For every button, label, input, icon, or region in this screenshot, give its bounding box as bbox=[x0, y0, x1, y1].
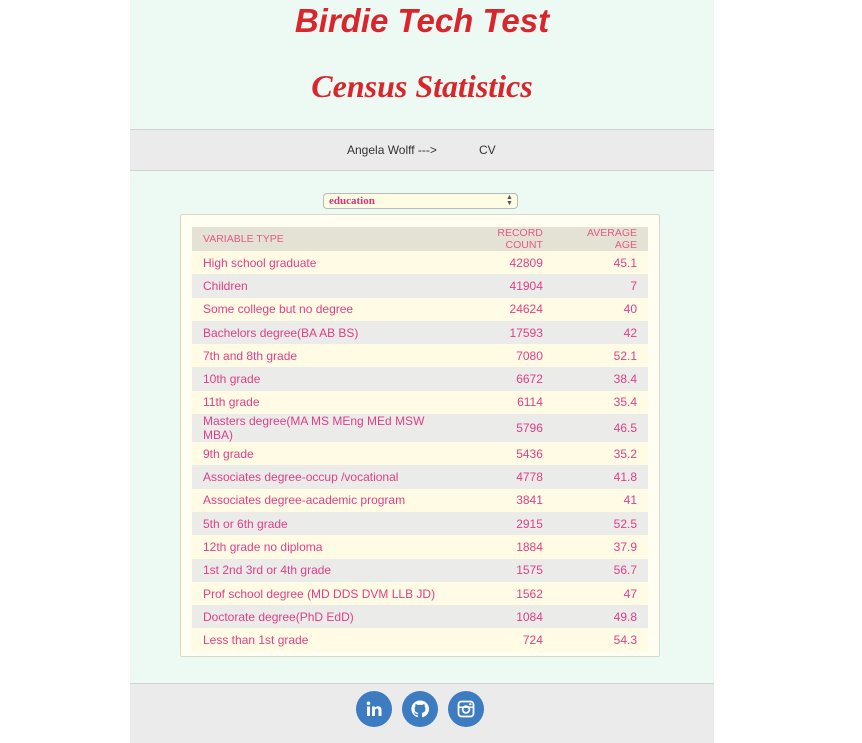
cell-variable-type: Doctorate degree(PhD EdD) bbox=[192, 605, 450, 628]
table-row bbox=[192, 535, 648, 558]
cell-variable-type: 1st 2nd 3rd or 4th grade bbox=[192, 559, 450, 582]
cell-variable-type: 7th and 8th grade bbox=[192, 344, 450, 367]
table-row bbox=[192, 274, 648, 297]
cell-average-age: 54.3 bbox=[554, 628, 648, 651]
table-row bbox=[192, 391, 648, 414]
cell-record-count: 6114 bbox=[450, 391, 554, 414]
cell-average-age: 42 bbox=[554, 321, 648, 344]
cell-record-count: 5796 bbox=[450, 414, 554, 442]
cell-average-age: 46.5 bbox=[554, 414, 648, 442]
select-arrows-icon: ▲ ▼ bbox=[506, 194, 513, 207]
cell-average-age: 35.2 bbox=[554, 442, 648, 465]
cell-variable-type: Associates degree-academic program bbox=[192, 489, 450, 512]
cell-record-count: 5436 bbox=[450, 442, 554, 465]
cell-average-age: 41 bbox=[554, 489, 648, 512]
table-row bbox=[192, 298, 648, 321]
cell-average-age: 52.1 bbox=[554, 344, 648, 367]
cell-variable-type: Masters degree(MA MS MEng MEd MSW MBA) bbox=[192, 414, 450, 442]
cell-variable-type: 12th grade no diploma bbox=[192, 535, 450, 558]
cell-average-age: 45.1 bbox=[554, 251, 648, 274]
variable-select[interactable] bbox=[323, 193, 518, 209]
cell-variable-type: 11th grade bbox=[192, 391, 450, 414]
cell-average-age: 35.4 bbox=[554, 391, 648, 414]
cell-average-age: 47 bbox=[554, 582, 648, 605]
table-row bbox=[192, 414, 648, 442]
cell-average-age: 38.4 bbox=[554, 367, 648, 390]
table-row bbox=[192, 489, 648, 512]
table-row bbox=[192, 344, 648, 367]
cell-record-count: 6672 bbox=[450, 367, 554, 390]
cell-record-count: 24624 bbox=[450, 298, 554, 321]
cell-variable-type: 10th grade bbox=[192, 367, 450, 390]
cell-average-age: 56.7 bbox=[554, 559, 648, 582]
cell-variable-type: Prof school degree (MD DDS DVM LLB JD) bbox=[192, 582, 450, 605]
cell-record-count: 7080 bbox=[450, 344, 554, 367]
cell-record-count: 1575 bbox=[450, 559, 554, 582]
table-row bbox=[192, 321, 648, 344]
table-row bbox=[192, 512, 648, 535]
table-row bbox=[192, 251, 648, 274]
table-row bbox=[192, 628, 648, 651]
github-icon bbox=[410, 699, 430, 719]
cell-record-count: 724 bbox=[450, 628, 554, 651]
cell-record-count: 1562 bbox=[450, 582, 554, 605]
linkedin-button[interactable] bbox=[356, 691, 392, 727]
cell-record-count: 1084 bbox=[450, 605, 554, 628]
table-row bbox=[192, 442, 648, 465]
cell-average-age: 41.8 bbox=[554, 465, 648, 488]
cell-record-count: 1884 bbox=[450, 535, 554, 558]
cell-variable-type: High school graduate bbox=[192, 251, 450, 274]
cell-record-count: 3841 bbox=[450, 489, 554, 512]
cell-average-age: 52.5 bbox=[554, 512, 648, 535]
instagram-icon bbox=[457, 700, 475, 718]
table-header-row bbox=[192, 227, 648, 251]
stats-table-panel bbox=[180, 214, 660, 657]
column-header-record-count: RECORD COUNT bbox=[450, 227, 554, 251]
cell-record-count: 17593 bbox=[450, 321, 554, 344]
cell-average-age: 40 bbox=[554, 298, 648, 321]
page-container bbox=[130, 0, 714, 742]
cell-variable-type: Bachelors degree(BA AB BS) bbox=[192, 321, 450, 344]
nav-link-cv[interactable]: CV bbox=[479, 143, 496, 157]
table-row bbox=[192, 465, 648, 488]
nav-bar bbox=[130, 129, 714, 171]
table-row bbox=[192, 367, 648, 390]
column-header-variable-type: VARIABLE TYPE bbox=[192, 227, 450, 251]
table-row bbox=[192, 605, 648, 628]
page-subtitle: Census Statistics bbox=[311, 68, 533, 104]
page-title: Birdie Tech Test bbox=[294, 2, 550, 39]
cell-average-age: 7 bbox=[554, 274, 648, 297]
cell-variable-type: Children bbox=[192, 274, 450, 297]
stats-table bbox=[192, 227, 648, 652]
table-row bbox=[192, 582, 648, 605]
cell-record-count: 2915 bbox=[450, 512, 554, 535]
linkedin-icon bbox=[365, 700, 383, 718]
column-header-average-age: AVERAGE AGE bbox=[554, 227, 648, 251]
variable-select-value: education bbox=[329, 195, 375, 207]
table-row bbox=[192, 559, 648, 582]
cell-average-age: 49.8 bbox=[554, 605, 648, 628]
cell-average-age: 37.9 bbox=[554, 535, 648, 558]
footer bbox=[130, 683, 714, 743]
cell-variable-type: 9th grade bbox=[192, 442, 450, 465]
cell-variable-type: 5th or 6th grade bbox=[192, 512, 450, 535]
github-button[interactable] bbox=[402, 691, 438, 727]
instagram-button[interactable] bbox=[448, 691, 484, 727]
cell-record-count: 4778 bbox=[450, 465, 554, 488]
cell-variable-type: Some college but no degree bbox=[192, 298, 450, 321]
cell-record-count: 41904 bbox=[450, 274, 554, 297]
nav-link-author[interactable]: Angela Wolff ---> bbox=[347, 143, 437, 157]
cell-record-count: 42809 bbox=[450, 251, 554, 274]
cell-variable-type: Associates degree-occup /vocational bbox=[192, 465, 450, 488]
cell-variable-type: Less than 1st grade bbox=[192, 628, 450, 651]
